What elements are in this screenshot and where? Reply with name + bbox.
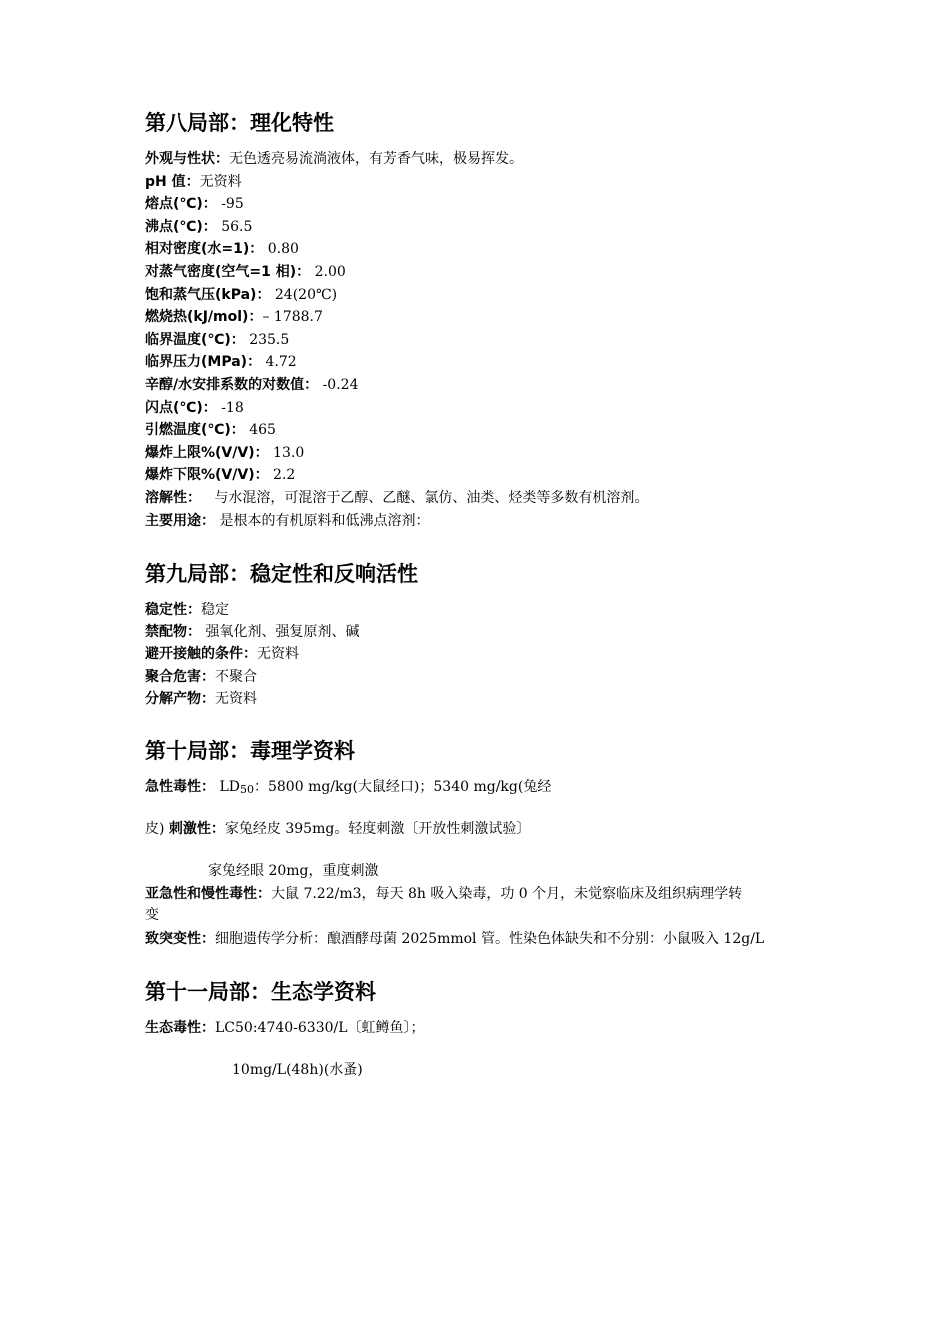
property-sep: ： [304, 377, 319, 393]
property-value: 4.72 [261, 354, 297, 371]
property-label: 爆炸上限%(V/V) [145, 444, 255, 461]
property-label: 相对密度(水=1) [145, 241, 250, 258]
property-value: 2.2 [268, 467, 296, 484]
property-row [145, 308, 323, 327]
property-sep: ： [202, 196, 217, 213]
acute-toxicity-label: 急性毒性 [145, 779, 201, 795]
irritation-sep: ： [210, 821, 225, 837]
property-label: 引燃温度(℃) [145, 422, 231, 439]
property-row [145, 444, 304, 463]
property-row [145, 263, 346, 282]
irritation-row [145, 820, 530, 839]
property-row [145, 331, 289, 350]
property-sep: ： [249, 241, 264, 258]
property-sep: ： [230, 331, 245, 348]
stability-value: 不聚合 [215, 668, 257, 685]
property-label: 爆炸下限%(V/V) [145, 467, 255, 484]
irritation-eye-line: 家兔经眼 20mg，重度刺激 [208, 863, 379, 879]
section-8-title: 第八局部：理化特性 [145, 111, 334, 135]
property-value: 56.5 [216, 218, 253, 235]
mutagenicity-sep: ： [201, 931, 215, 947]
stability-row [145, 645, 299, 664]
property-sep: ： [185, 173, 200, 190]
property-row [145, 218, 252, 237]
property-row [145, 466, 295, 485]
property-label: 临界温度(℃) [145, 331, 231, 348]
subchronic-value: 大鼠 7.22/m3，每天 8h 吸入染毒，功 0 个月，未觉察临床及组织病理学转 [271, 886, 743, 902]
acute-toxicity-value-pre: LD [215, 779, 240, 795]
property-sep: ： [248, 309, 263, 326]
property-sep: ： [187, 490, 201, 506]
property-label: 熔点(℃) [145, 196, 203, 213]
property-value: -18 [216, 399, 244, 416]
property-value: 无色透亮易流淌液体，有芳香气味，极易挥发。 [229, 151, 523, 167]
property-row [145, 240, 299, 259]
property-row [145, 376, 358, 395]
property-row [145, 421, 276, 440]
property-value: 与水混溶，可混溶于乙醇、乙醚、氯仿、油类、烃类等多数有机溶剂。 [201, 490, 649, 506]
stability-value: 强氧化剂、强复原剂、碱 [201, 624, 360, 641]
property-label: 燃烧热(kJ/mol) [145, 309, 249, 326]
stability-sep: ： [201, 690, 215, 707]
stability-value: 稳定 [201, 602, 229, 618]
acute-toxicity-value: ：5800 mg/kg(大鼠经口)；5340 mg/kg(兔经 [253, 779, 552, 795]
property-sep: ： [247, 354, 262, 371]
property-label: 饱和蒸气压(kPa) [145, 286, 257, 303]
property-sep: ： [254, 467, 269, 484]
acute-toxicity-subscript: 50 [239, 783, 254, 796]
property-value: 是根本的有机原料和低沸点溶剂： [215, 512, 430, 529]
property-sep: ： [215, 151, 229, 167]
property-sep: ： [254, 444, 269, 461]
property-label: 对蒸气密度(空气=1 相) [145, 264, 297, 280]
property-value: -95 [216, 196, 244, 213]
property-value: -0.24 [318, 377, 359, 393]
section-9-title: 第九局部：稳定性和反响活性 [145, 562, 418, 586]
property-label: 临界压力(MPa) [145, 354, 248, 371]
property-sep: ： [202, 399, 217, 416]
property-label: pH 值 [145, 173, 186, 190]
property-label: 辛醇/水安排系数的对数值 [145, 377, 305, 393]
stability-value: 无资料 [215, 690, 257, 707]
ecotoxicity-daphnia-line: 10mg/L(48h)(水蚤) [232, 1062, 363, 1078]
property-label: 闪点(℃) [145, 399, 203, 416]
section-10-title: 第十局部：毒理学资料 [145, 739, 355, 763]
property-label: 外观与性状 [145, 151, 215, 167]
property-sep: ： [296, 264, 311, 280]
property-sep: ： [256, 286, 271, 303]
irritation-label: 刺激性 [168, 821, 211, 837]
property-label: 主要用途 [145, 512, 201, 529]
property-value: 0.80 [263, 241, 299, 258]
property-row [145, 286, 337, 305]
property-label: 沸点(℃) [145, 218, 203, 235]
property-value: – 1788.7 [262, 309, 323, 326]
mutagenicity-label: 致突变性 [145, 931, 201, 947]
property-value: 无资料 [199, 173, 242, 190]
property-row [145, 512, 429, 531]
irritation-value: 家兔经皮 395mg。轻度刺激〔开放性刺激试验〕 [224, 821, 531, 837]
property-row [145, 195, 244, 214]
stability-sep: ： [243, 646, 257, 663]
property-value: 235.5 [244, 331, 290, 348]
stability-sep: ： [187, 624, 201, 641]
stability-label: 聚合危害 [145, 668, 201, 685]
property-label: 溶解性 [145, 490, 187, 506]
irritation-prefix: 皮) [145, 821, 169, 837]
property-value: 13.0 [268, 444, 305, 461]
acute-toxicity-sep: ： [201, 779, 215, 795]
subchronic-continuation: 变 [145, 907, 159, 923]
stability-label: 避开接触的条件 [145, 646, 243, 663]
subchronic-sep: ： [257, 886, 271, 902]
stability-row [145, 601, 229, 620]
stability-label: 分解产物 [145, 690, 201, 707]
ecotoxicity-value: LC50:4740-6330/L〔虹鳟鱼〕； [215, 1020, 425, 1036]
mutagenicity-value: 细胞遗传学分析：酿酒酵母菌 2025mmol 管。性染色体缺失和不分别：小鼠吸入 12g/L [215, 931, 765, 947]
property-row [145, 353, 297, 372]
property-value: 465 [244, 422, 276, 439]
property-value: 24(20℃) [270, 286, 338, 303]
mutagenicity-row [145, 930, 764, 949]
stability-label: 稳定性 [145, 602, 187, 618]
ecotoxicity-label: 生态毒性 [145, 1020, 201, 1036]
stability-row [145, 623, 359, 642]
stability-sep: ： [187, 602, 201, 618]
property-sep: ： [201, 512, 215, 529]
section-11-title: 第十一局部：生态学资料 [145, 980, 376, 1004]
subchronic-row [145, 885, 742, 904]
acute-toxicity-row [145, 778, 551, 799]
stability-value: 无资料 [257, 646, 299, 663]
subchronic-label: 亚急性和慢性毒性 [145, 886, 257, 902]
property-row [145, 489, 648, 508]
property-sep: ： [202, 218, 217, 235]
property-row [145, 173, 242, 192]
stability-row [145, 690, 257, 709]
ecotoxicity-row [145, 1019, 425, 1038]
property-row [145, 150, 523, 169]
stability-label: 禁配物 [145, 624, 187, 641]
property-row [145, 399, 244, 418]
property-sep: ： [230, 422, 245, 439]
stability-row [145, 668, 257, 687]
stability-sep: ： [201, 668, 215, 685]
ecotoxicity-sep: ： [201, 1020, 215, 1036]
property-value: 2.00 [310, 264, 346, 280]
